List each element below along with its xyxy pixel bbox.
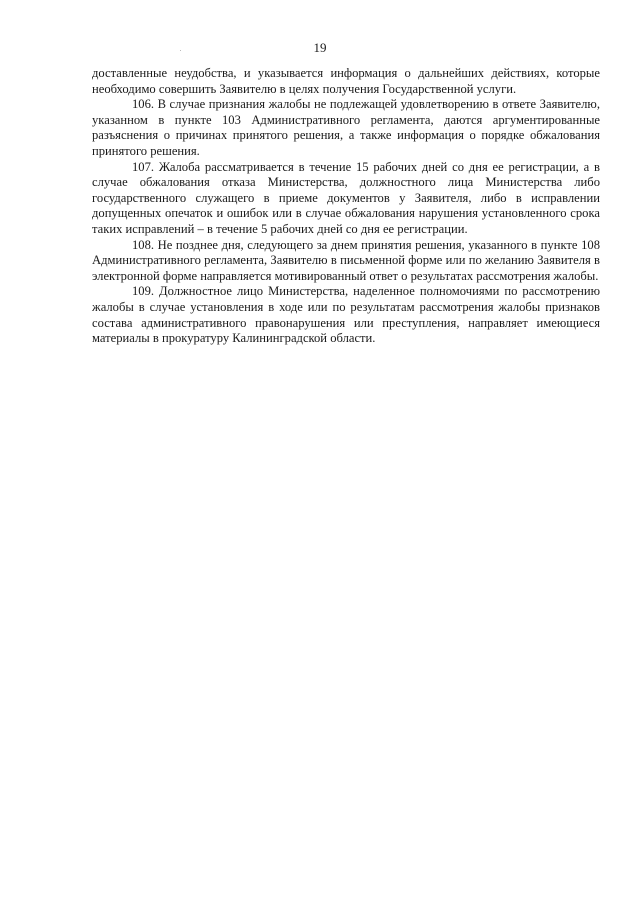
paragraph-108: 108. Не позднее дня, следующего за днем принятия решения, указанного в пункте 108 Административного регламента, Заявителю в письменной форме или по желанию Заявителя в электронной форме направляется мотивированный ответ о результатах рассмотрения жалобы. bbox=[92, 237, 600, 283]
paragraph-109: 109. Должностное лицо Министерства, наделенное полномочиями по рассмотрению жалобы в случае установления в ходе или по результатам рассмотрения жалобы признаков состава административного правонарушения или преступления, направляет имеющиеся материалы в прокуратуру Калининградской области. bbox=[92, 284, 600, 346]
paragraph-107: 107. Жалоба рассматривается в течение 15 рабочих дней со дня ее регистрации, а в случае обжалования отказа Министерства, должностного лица Министерства либо государственного служащего в приеме документов у Заявителя, либо в исправлении допущенных опечаток и ошибок или в случае обжалования нарушения установленного срока таких исправлений – в течение 5 рабочих дней со дня ее регистрации. bbox=[92, 159, 600, 236]
paragraph-106: 106. В случае признания жалобы не подлежащей удовлетворению в ответе Заявителю, указанном в пункте 103 Административного регламента, даются аргументированные разъяснения о причинах принятого решения, а также информация о порядке обжалования принятого решения. bbox=[92, 97, 600, 158]
document-body bbox=[92, 66, 600, 347]
paragraph-continuation: доставленные неудобства, и указывается информация о дальнейших действиях, которые необходимо совершить Заявителю в целях получения Государственной услуги. bbox=[92, 66, 600, 96]
page-number: 19 bbox=[313, 40, 327, 55]
